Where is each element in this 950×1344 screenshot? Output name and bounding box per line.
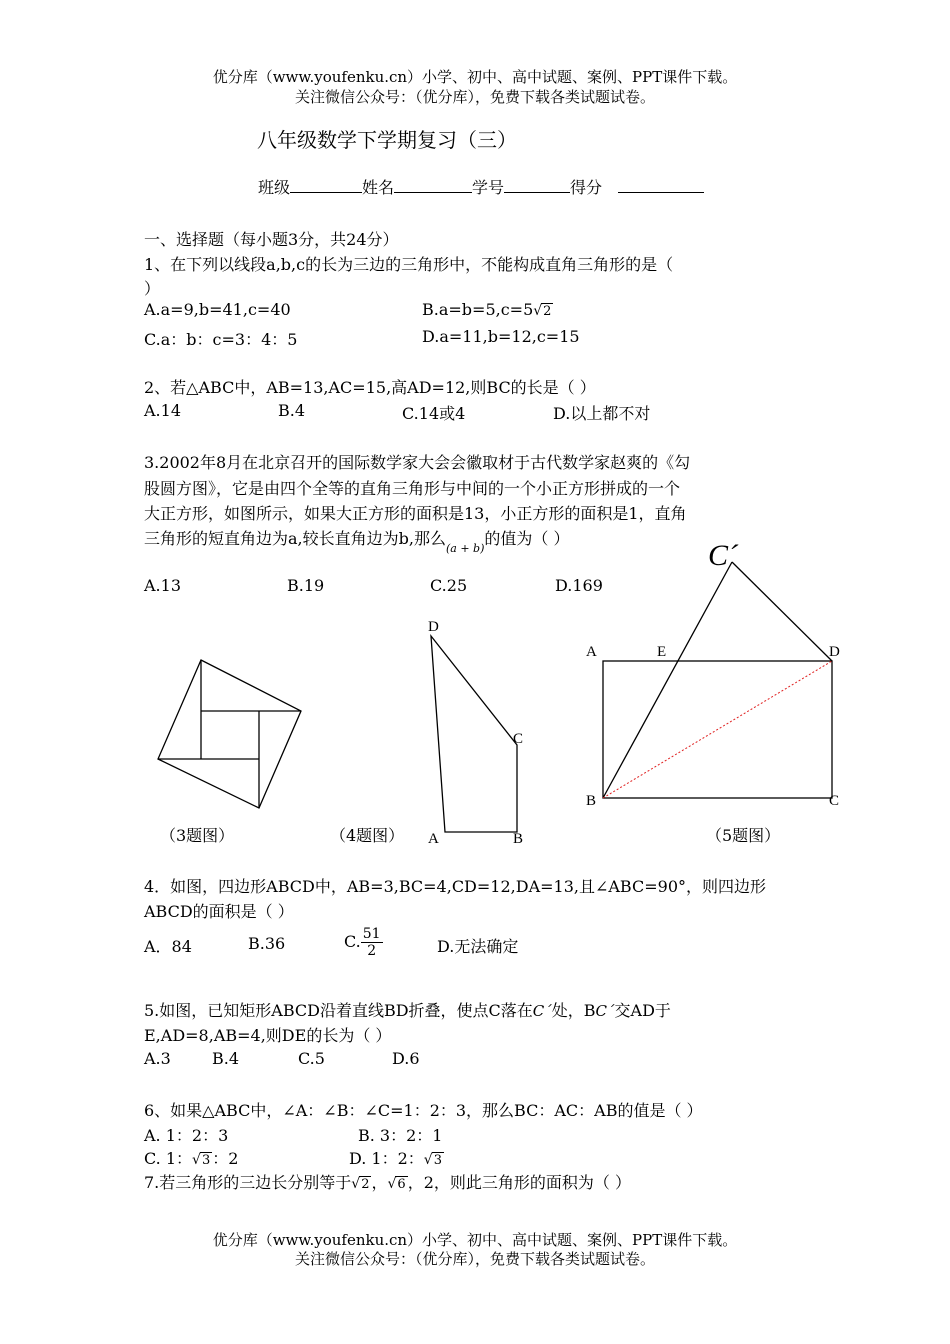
q1-option-b: B.a=b=5,c=5√2: [422, 300, 552, 319]
q1-option-b-radicand: 2: [543, 304, 552, 319]
q4-option-d: D.无法确定: [437, 937, 519, 956]
fig5-label-c: C: [829, 793, 840, 809]
q3-line1: 3.2002年8月在北京召开的国际数学家大会会徽取材于古代数学家赵爽的《勾: [144, 453, 691, 472]
q3-line3: 大正方形，如图所示，如果大正方形的面积是13，小正方形的面积是1，直角: [144, 504, 687, 523]
fig3-pinwheel-square: [158, 660, 301, 808]
q7-radicand-2: 6: [397, 1177, 406, 1192]
q6-option-c-radicand: 3: [201, 1153, 211, 1168]
page-title: 八年级数学下学期复习（三）: [257, 128, 517, 152]
q5-line1-end: 交AD于: [614, 1001, 671, 1020]
fig5-label-e: E: [657, 644, 667, 660]
q6-option-d-text: D. 1：2：: [349, 1149, 424, 1168]
q2-option-d: D.以上都不对: [553, 404, 651, 423]
q1-stem: 1、在下列以线段a,b,c的长为三边的三角形中，不能构成直角三角形的是（: [144, 255, 674, 274]
q7-text: 7.若三角形的三边长分别等于: [144, 1173, 352, 1192]
fig4-label-a: A: [428, 831, 439, 847]
q5-cprime: C´: [532, 1002, 552, 1020]
q4-line1: 4．如图，四边形ABCD中，AB=3,BC=4,CD=12,DA=13,且∠ABC=90°，则四边形: [144, 877, 766, 896]
q3-option-c: C.25: [430, 576, 468, 595]
q7-radicand-1: 2: [361, 1177, 370, 1192]
q7-text-end: ，2，则此三角形的面积为（ ）: [407, 1173, 631, 1192]
q5-option-b: B.4: [212, 1049, 240, 1068]
q6-option-d: D. 1：2：√3: [349, 1149, 442, 1168]
q6-option-c: C. 1：√3 ：2: [144, 1149, 239, 1168]
q5-option-d: D.6: [392, 1049, 420, 1068]
q4-option-b: B.36: [248, 934, 286, 953]
q2-option-b: B.4: [278, 401, 306, 420]
q3-line4-text: 三角形的短直角边为a,较长直角边为b,那么: [144, 529, 446, 548]
q3-option-b: B.19: [287, 576, 325, 595]
name-label: 姓名: [362, 178, 395, 197]
fig5-label-d: D: [829, 644, 840, 660]
page-header-line1: 优分库（www.youfenku.cn）小学、初中、高中试题、案例、PPT课件下载。: [212, 68, 738, 86]
fig5-rectangle-fold: [603, 562, 832, 798]
page-header-line2: 关注微信公众号：（优分库），免费下载各类试题试卷。: [294, 88, 655, 106]
q5-line1-mid: 处，B: [551, 1001, 596, 1020]
q3-option-d: D.169: [555, 576, 603, 595]
q6-option-c-end: ：2: [212, 1149, 239, 1168]
q1-option-d: D.a=11,b=12,c=15: [422, 327, 580, 346]
q3-line2: 股圆方图》，它是由四个全等的直角三角形与中间的一个小正方形拼成的一个: [144, 479, 681, 498]
q1-option-b-text: B.a=b=5,c=5: [422, 300, 534, 319]
q2-option-c: C.14或4: [402, 404, 466, 423]
q4-option-c-label: C.: [344, 932, 361, 951]
q4-option-c-fraction: $\frac{51}{2}$: [362, 926, 381, 959]
fig4-quadrilateral: [431, 636, 517, 832]
q5-line1-text: 5.如图，已知矩形ABCD沿着直线BD折叠，使点C落在: [144, 1001, 533, 1020]
q3-line4-end: 的值为（ ）: [484, 529, 570, 548]
q6-option-c-text: C. 1：: [144, 1149, 193, 1168]
fig4-label-b: B: [513, 831, 524, 847]
fig4-caption: （4题图）: [330, 826, 405, 845]
q1-stem-close: ）: [144, 279, 161, 298]
q6-option-a: A. 1：2：3: [144, 1126, 229, 1145]
class-label: 班级: [258, 178, 291, 197]
q5-cprime-2: C´: [595, 1002, 615, 1020]
fig3-caption: （3题图）: [160, 826, 235, 845]
fig4-label-c: C: [513, 731, 524, 747]
fig5-label-b: B: [586, 793, 597, 809]
q3-option-a: A.13: [144, 576, 181, 595]
page-footer-line1: 优分库（www.youfenku.cn）小学、初中、高中试题、案例、PPT课件下载。: [212, 1231, 738, 1249]
q5-option-a: A.3: [144, 1049, 171, 1068]
q1-option-c: C.a：b：c=3：4：5: [144, 330, 298, 349]
q4-option-a: A．84: [144, 937, 192, 956]
q6-option-b: B. 3：2：1: [358, 1126, 443, 1145]
fig5-label-a: A: [586, 644, 597, 660]
fig5-label-cprime: C´: [708, 539, 738, 572]
q5-option-c: C.5: [298, 1049, 325, 1068]
q4-option-c: [344, 926, 383, 959]
score-label: 得分: [570, 178, 603, 197]
page-footer-line2: 关注微信公众号：（优分库），免费下载各类试题试卷。: [294, 1250, 655, 1268]
number-label: 学号: [472, 178, 505, 197]
q5-line2: E,AD=8,AB=4,则DE的长为（ ）: [144, 1026, 392, 1045]
q2-option-a: A.14: [144, 401, 181, 420]
fig4-label-d: D: [428, 619, 439, 635]
section-heading: 一、选择题（每小题3分，共24分）: [144, 230, 399, 249]
q6-option-d-radicand: 3: [433, 1153, 442, 1168]
q3-expression: (a + b): [445, 542, 485, 555]
q4-line2: ABCD的面积是（ ）: [144, 902, 294, 921]
q5-line1: [144, 998, 671, 1021]
q7-sep: ，: [371, 1173, 388, 1192]
q6-stem: 6、如果△ABC中，∠A：∠B：∠C=1：2：3，那么BC：AC：AB的值是（ ）: [144, 1101, 703, 1120]
fig5-caption: （5题图）: [706, 826, 781, 845]
q1-option-a: A.a=9,b=41,c=40: [144, 300, 291, 319]
q2-stem: 2、若△ABC中，AB=13,AC=15,高AD=12,则BC的长是（ ）: [144, 378, 596, 397]
q7-stem: 7.若三角形的三边长分别等于√2 ，√6 ，2，则此三角形的面积为（ ）: [144, 1173, 631, 1192]
